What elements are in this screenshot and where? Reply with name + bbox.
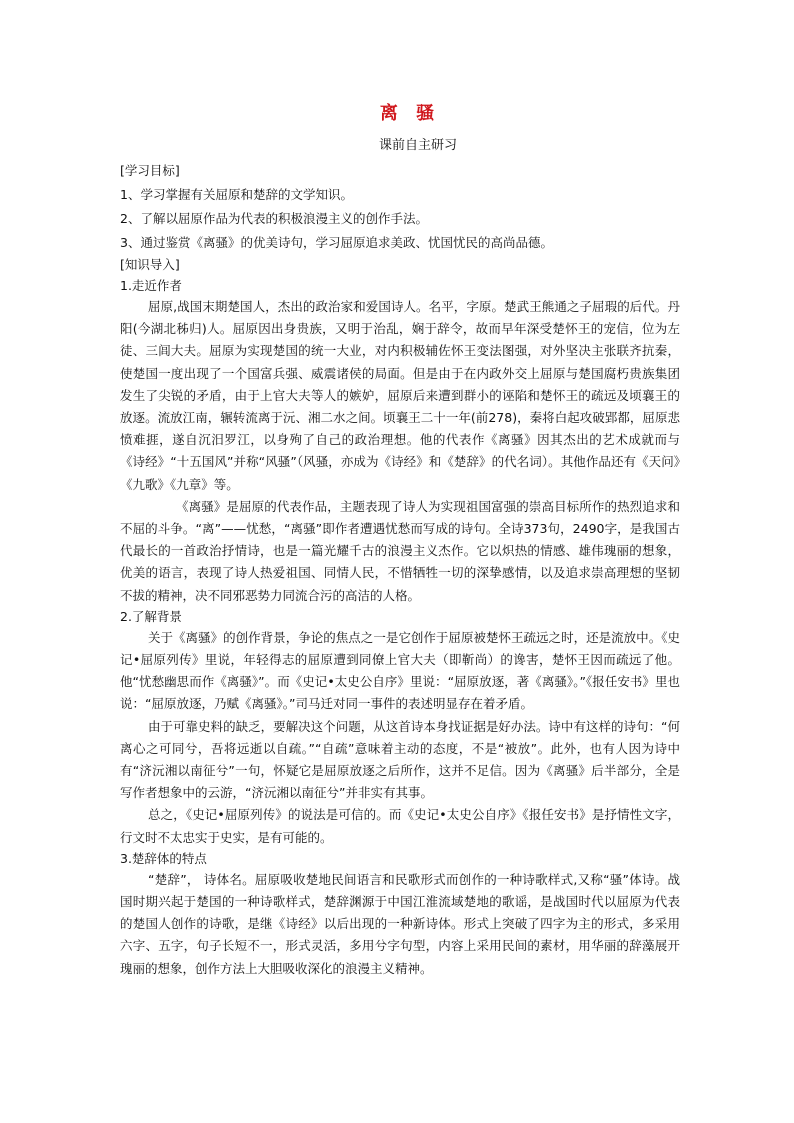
goals-header: [学习目标] — [120, 163, 180, 178]
author-paragraph: 屈原,战国末期楚国人，杰出的政治家和爱国诗人。名平，字原。楚武王熊通之子屈瑕的后代。丹阳(今湖北秭归)人。屈原因出身贵族，又明于治乱，娴于辞令，故而早年深受楚怀王的宠信，位为左徒、三闾大夫。屈原为实现楚国的统一大业，对内积极辅佐怀王变法图强，对外坚决主张联齐抗秦，使楚国一度出现了一个国富兵强、威震诸侯的局面。但是由于在内政外交上屈原与楚国腐朽贵族集团发生了尖锐的矛盾，由于上官大夫等人的嫉妒，屈原后来遭到群小的诬陷和楚怀王的疏远及顷襄王的放逐。流放江南，辗转流离于沅、湘二水之间。顷襄王二十一年(前278)，秦将白起攻破郢都，屈原悲愤难捱，遂自沉汨罗江，以身殉了自己的政治理想。他的代表作《离骚》因其杰出的艺术成就而与《诗经》“十五国风”并称“风骚”（风骚，亦成为《诗经》和《楚辞》的代名词）。其他作品还有《天问》《九歌》《九章》等。 — [120, 299, 680, 492]
background-paragraph: 总之，《史记•屈原列传》的说法是可信的。而《史记•太史公自序》《报任安书》是抒情性文字，行文时不太忠实于史实，是有可能的。 — [120, 807, 680, 845]
chuci-paragraph: “楚辞”， 诗体名。屈原吸收楚地民间语言和民歌形式而创作的一种诗歌样式,又称“骚”体诗。战国时期兴起于楚国的一种诗歌样式，楚辞渊源于中国江淮流域楚地的歌谣，是战国时代以屈原为代表的楚国人创作的诗歌，是继《诗经》以后出现的一种新诗体。形式上突破了四字为主的形式，多采用六字、五字，句子长短不一，形式灵活，多用兮字句型，内容上采用民间的素材，用华丽的辞藻展开瑰丽的想象，创作方法上大胆吸收深化的浪漫主义精神。 — [120, 871, 680, 976]
section-heading-chuci: 3.楚辞体的特点 — [120, 850, 207, 866]
document-subtitle: 课前自主研习 — [378, 138, 457, 153]
document-page — [120, 100, 680, 980]
goal-item: 3、通过鉴赏《离骚》的优美诗句，学习屈原追求美政、忧国忧民的高尚品德。 — [120, 235, 553, 250]
section-heading-author: 1.走近作者 — [120, 278, 182, 293]
background-paragraph: 由于可靠史料的缺乏，要解决这个问题，从这首诗本身找证据是好办法。诗中有这样的诗句：“何离心之可同兮，吾将远逝以自疏。”“自疏”意味着主动的态度，不是“被放”。此外，也有人因为诗中有“济沅湘以南征兮”一句，怀疑它是屈原放逐之后所作，这并不足信。因为《离骚》后半部分，全是写作者想象中的云游，“济沅湘以南征兮”并非实有其事。 — [120, 718, 680, 801]
lisao-paragraph: 《离骚》是屈原的代表作品，主题表现了诗人为实现祖国富强的崇高目标所作的热烈追求和不屈的斗争。“离”——忧愁，“离骚”即作者遭遇忧愁而写成的诗句。全诗373句，2490字，是我国古代最长的一首政治抒情诗，也是一篇光耀千古的浪漫主义杰作。它以炽热的情感、雄伟瑰丽的想象，优美的语言，表现了诗人热爱祖国、同情人民，不惜牺牲一切的深挚感情，以及追求崇高理想的坚韧不拔的精神，决不同邪恶势力同流合污的高洁的人格。 — [120, 498, 680, 603]
background-paragraph: 关于《离骚》的创作背景，争论的焦点之一是它创作于屈原被楚怀王疏远之时，还是流放中。《史记•屈原列传》里说，年轻得志的屈原遭到同僚上官大夫（即靳尚）的谗害，楚怀王因而疏远了他。他“忧愁幽思而作《离骚》”。而《史记•太史公自序》里说：“屈原放逐，著《离骚》。”《报任安书》里也说：“屈原放逐，乃赋《离骚》。”司马迁对同一事件的表述明显存在着矛盾。 — [120, 629, 680, 712]
knowledge-header: [知识导入] — [120, 257, 180, 272]
goal-item: 2、了解以屈原作品为代表的积极浪漫主义的创作手法。 — [120, 211, 428, 226]
document-title: 离 骚 — [379, 103, 441, 124]
section-heading-background: 2.了解背景 — [120, 608, 182, 624]
goal-item: 1、学习掌握有关屈原和楚辞的文学知识。 — [120, 187, 353, 202]
